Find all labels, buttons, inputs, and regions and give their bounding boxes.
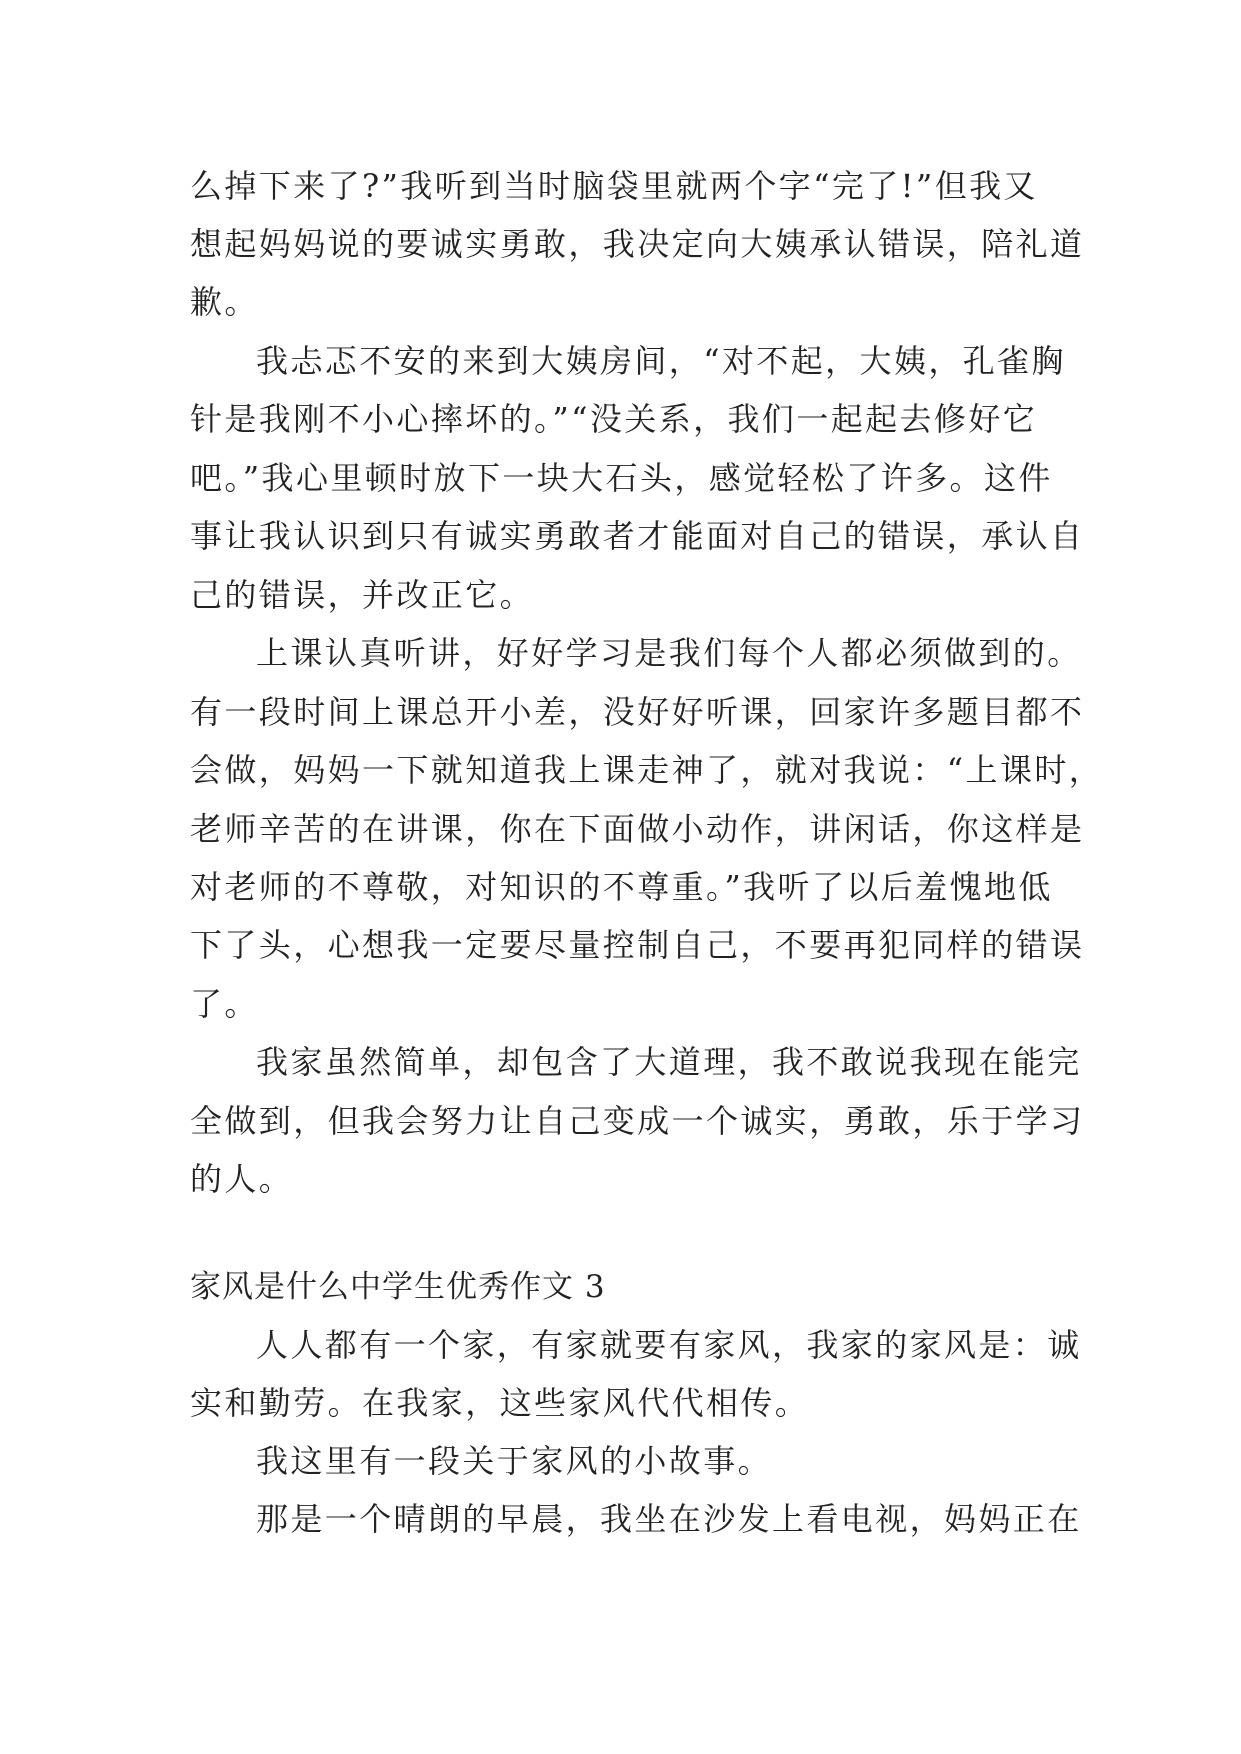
text-line: 那是一个晴朗的早晨，我坐在沙发上看电视，妈妈正在 <box>256 1500 1082 1538</box>
text-line: 对老师的不尊敬，对知识的不尊重。”我听了以后羞愧地低 <box>190 868 1053 906</box>
text-line: 的人。 <box>190 1160 294 1198</box>
text-line: 事让我认识到只有诚实勇敢者才能面对自己的错误，承认自 <box>190 517 1085 555</box>
section-heading: 家风是什么中学生优秀作文 3 <box>190 1269 606 1305</box>
text-line: 实和勤劳。在我家，这些家风代代相传。 <box>190 1384 810 1422</box>
text-line: 吧。”我心里顿时放下一块大石头，感觉轻松了许多。这件 <box>190 459 1053 497</box>
text-line: 会做，妈妈一下就知道我上课走神了，就对我说：“上课时， <box>190 751 1104 789</box>
text-line: 我这里有一段关于家风的小故事。 <box>256 1442 773 1480</box>
text-line: 想起妈妈说的要诚实勇敢，我决定向大姨承认错误，陪礼道 <box>190 225 1085 263</box>
text-line: 么掉下来了?”我听到当时脑袋里就两个字“完了!”但我又 <box>190 167 1038 205</box>
text-line: 人人都有一个家，有家就要有家风，我家的家风是：诚 <box>256 1326 1082 1364</box>
text-line: 己的错误，并改正它。 <box>190 576 535 614</box>
text-line: 针是我刚不小心摔坏的。”“没关系，我们一起起去修好它 <box>190 400 1038 438</box>
text-line: 老师辛苦的在讲课，你在下面做小动作，讲闲话，你这样是 <box>190 810 1085 848</box>
text-line: 上课认真听讲，好好学习是我们每个人都必须做到的。 <box>256 634 1082 672</box>
text-line: 我家虽然简单，却包含了大道理，我不敢说我现在能完 <box>256 1043 1082 1081</box>
text-line: 歉。 <box>190 283 259 321</box>
text-line: 了。 <box>190 985 259 1023</box>
text-line: 有一段时间上课总开小差，没好好听课，回家许多题目都不 <box>190 693 1085 731</box>
text-line: 下了头，心想我一定要尽量控制自己，不要再犯同样的错误 <box>190 926 1085 964</box>
text-line: 全做到，但我会努力让自己变成一个诚实，勇敢，乐于学习 <box>190 1102 1085 1140</box>
text-line: 我忐忑不安的来到大姨房间，“对不起，大姨，孔雀胸 <box>256 342 1066 380</box>
